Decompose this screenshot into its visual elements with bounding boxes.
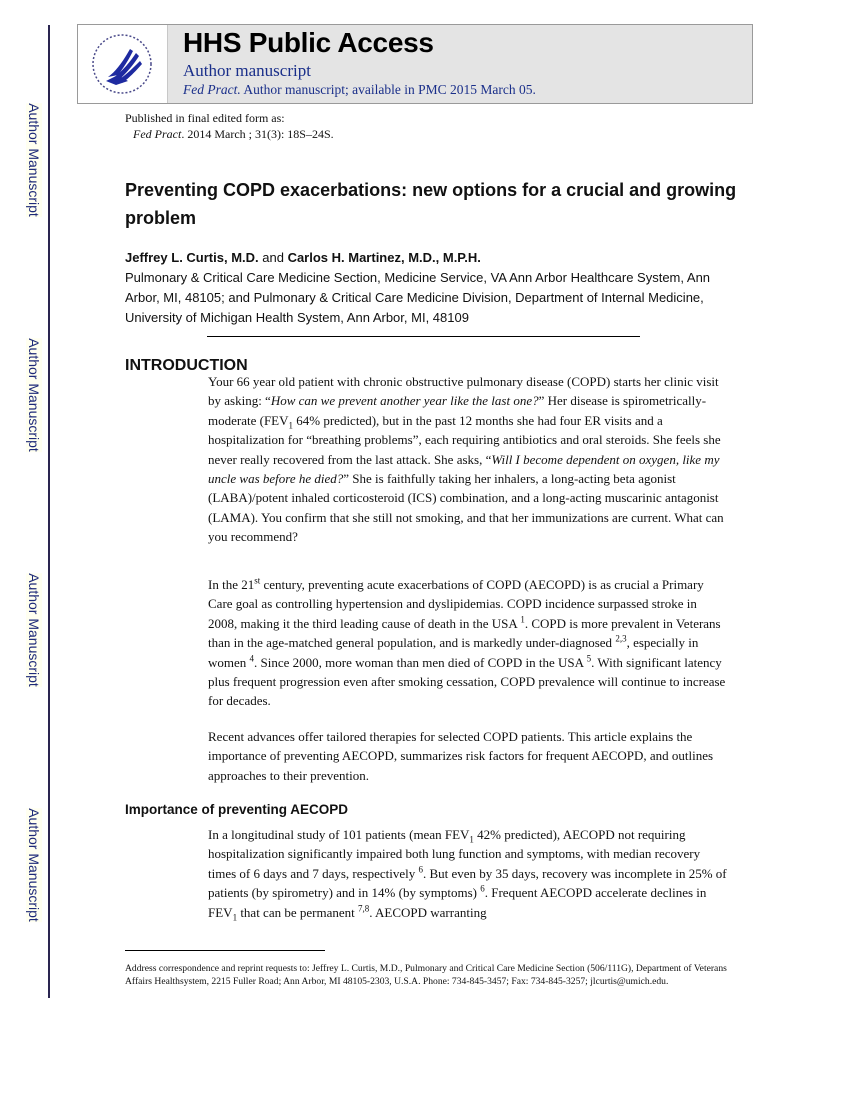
side-watermark-text: Author Manuscript: [26, 338, 42, 452]
citation-ref[interactable]: 1: [520, 614, 525, 625]
correspondence-footnote: Address correspondence and reprint requests to: Jeffrey L. Curtis, M.D., Pulmonary and Critical Care Medicine Section (506/111G), Department of Veterans Affairs Healthsystem, 2215 Fuller Road; Ann Arbor, MI 48105-2303, U.S.A. Phone: 734-845-3457; Fax: 734-845-3257; jlcurtis@umich.edu.: [125, 963, 727, 987]
author-block: [125, 248, 735, 328]
patient-quote: How can we prevent another year like the last one?: [270, 393, 539, 409]
header-availability: [183, 82, 536, 98]
side-watermark-text: Author Manuscript: [26, 573, 42, 687]
side-watermark-text: Author Manuscript: [26, 808, 42, 922]
author-1: Jeffrey L. Curtis, M.D.: [125, 250, 259, 265]
publication-info: [125, 110, 334, 142]
citation-journal: Fed Pract: [133, 127, 182, 141]
header-subtitle: Author manuscript: [183, 61, 311, 80]
side-watermark: [24, 320, 44, 470]
publication-label: Published in final edited form as:: [125, 111, 285, 125]
citation-ref[interactable]: 6: [480, 883, 485, 894]
hhs-logo: [78, 25, 168, 103]
citation-ref[interactable]: 4: [249, 653, 255, 664]
paragraph: Recent advances offer tailored therapies for selected COPD patients. This article explains the importance of preventing AECOPD, summarizes risk factors for frequent AECOPD, and outlines approaches to their prevention.: [208, 729, 714, 783]
citation-ref[interactable]: 2,3: [615, 633, 627, 644]
section-heading-importance: Importance of preventing AECOPD: [125, 802, 349, 817]
side-watermark: [24, 790, 44, 940]
author-separator: and: [258, 250, 288, 265]
header-text-panel: [168, 25, 752, 103]
margin-rule: [48, 25, 50, 998]
header-title: HHS Public Access: [183, 27, 434, 58]
citation-ref[interactable]: 6: [418, 864, 423, 875]
hhs-header-banner: [77, 24, 753, 104]
author-2: Carlos H. Martinez, M.D., M.P.H.: [287, 250, 481, 265]
side-watermark: [24, 85, 44, 235]
citation-ref[interactable]: 5: [586, 653, 592, 664]
affiliation: Pulmonary & Critical Care Medicine Section, Medicine Service, VA Ann Arbor Healthcare System, Ann Arbor, MI, 48105; and Pulmonary & Critical Care Medicine Division, Department of Internal Medicine, University of Michigan Health System, Ann Arbor, MI, 48109: [125, 270, 711, 325]
paragraph: Your 66 year old patient with chronic obstructive pulmonary disease (COPD) starts her clinic visit by asking: “How can we prevent another year like the last one?” Her disease is spirometrically-moderate ($FEV_1$ 64% predicted), but in the past 12 months she had four ER visits and a hospitalization for “breathing problems”, each requiring antibiotics and oral steroids. She feels she never really recovered from the last attack. She asks, “Will I become dependent on oxygen, like my uncle was before he died?” She is faithfully taking her inhalers, a long-acting beta agonist (LABA)/potent inhaled corticosteroid (ICS) combination, and a long-acting muscarinic antagonist (LAMA). You confirm that she still not smoking, and that her immunizations are current. What can you recommend?: [208, 374, 724, 545]
divider: [207, 336, 640, 337]
section-heading-introduction: INTRODUCTION: [125, 357, 248, 374]
author-line: [125, 248, 735, 268]
hhs-eagle-seal-icon: [88, 31, 156, 97]
availability-text: Author manuscript; available in PMC 2015 March 05.: [240, 82, 536, 97]
paragraph: In the 21st century, preventing acute exacerbations of COPD (AECOPD) is as crucial a Primary Care goal as controlling hypertension and dyslipidemias. COPD incidence surpassed stroke in 2008, making it the third leading cause of death in the USA $^1$. COPD is more prevalent in Veterans than in the age-matched general population, and is markedly under-diagnosed $^{2,3}$, especially in women $^4$. Since 2000, more woman than men died of COPD in the USA $^5$. With significant latency plus frequent progression even after smoking cessation, COPD prevalence will continue to increase for decades.: [208, 575, 726, 709]
side-watermark-text: Author Manuscript: [26, 103, 42, 217]
side-watermark: [24, 555, 44, 705]
article-title: Preventing COPD exacerbations: new options for a crucial and growing problem: [125, 180, 737, 228]
footnote-divider: [125, 950, 325, 951]
citation-ref[interactable]: 7,8: [357, 903, 370, 914]
publication-citation: [125, 126, 334, 142]
patient-quote: Will I become dependent on oxygen, like my uncle was before he died?: [208, 451, 720, 487]
citation-details: . 2014 March ; 31(3): 18S–24S.: [181, 127, 334, 141]
paragraph: In a longitudinal study of 101 patients (mean $FEV_1$ 42% predicted), AECOPD not requiring hospitalization significantly impaired both lung function and symptoms, with median recovery times of 6 days and 7 days, respectively $^6$. But even by 35 days, recovery was incomplete in 25% of patients (by spirometry) and in 14% (by symptoms) $^6$. Frequent AECOPD accelerate declines in $FEV_1$ that can be permanent $^{7,8}$. AECOPD warranting: [208, 827, 727, 923]
journal-abbrev: Fed Pract.: [183, 82, 241, 97]
